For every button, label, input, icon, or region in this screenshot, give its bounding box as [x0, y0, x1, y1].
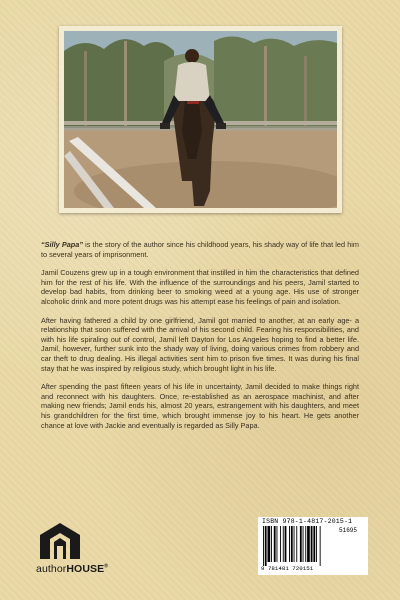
registered-mark: ®: [104, 563, 109, 570]
publisher-name-part1: author: [36, 563, 67, 575]
blurb-paragraph-3: After having fathered a child by one girlfriend, Jamil got married to another, at an early age- a relationship that soon suffered with the arrival of his second child. Fearing his responsibilities, and with his life spiraling out of control, Jamil left Dayton for Los Angeles hoping to find a better life. Jamil, however, further sunk into the shady way of living, doing various crimes from robbery and car theft to drug dealing. His illegal activities sent him to prison five times. It was during his final stay that he was inspired by religious study, which brought light in his life.: [41, 315, 359, 373]
blurb-paragraph-2: Jamil Couzens grew up in a tough environment that instilled in him the characteristics that defined him for the rest of his life. With the influence of the surroundings and his peers, Jamil started to develop bad habits, from drinking beer to smoking weed at a young age. His use of stronger alcoholic drink and more potent drugs was his attempt ease his feelings of pain and isolation.: [41, 268, 359, 306]
publisher-name-part2: HOUSE: [66, 563, 105, 575]
isbn-text: ISBN 978-1-4817-2015-1: [262, 518, 353, 525]
cover-photo-man-on-horse: [64, 31, 337, 208]
price-code: 51695: [339, 527, 358, 534]
barcode-digits: 9 781481 720151: [261, 565, 314, 572]
blurb-paragraph-1: [41, 240, 359, 259]
book-title: “Silly Papa”: [41, 240, 83, 249]
isbn-barcode: [258, 517, 368, 575]
publisher-name: [36, 563, 108, 575]
publisher-logo: [36, 522, 116, 582]
cover-photo-frame: [59, 26, 342, 213]
barcode-bars: [263, 526, 363, 566]
blurb-paragraph-1-text: is the story of the author since his childhood years, his shady way of life that led him to several years of imprisonment.: [41, 240, 359, 259]
publisher-house-icon: [38, 522, 82, 560]
back-cover-blurb: [41, 240, 359, 439]
blurb-paragraph-4: After spending the past fifteen years of his life in uncertainty, Jamil decided to make things right and reconnect with his daughters. Once, re-established as an aerospace machinist, and after making new friends; Jamil ends his, almost 20 years, estrangement with his daughters, and meet his grandchildren for the first time, which brought immense joy to his heart. He gets another chance at love with Jackie and eventually is regarded as Silly Papa.: [41, 382, 359, 430]
